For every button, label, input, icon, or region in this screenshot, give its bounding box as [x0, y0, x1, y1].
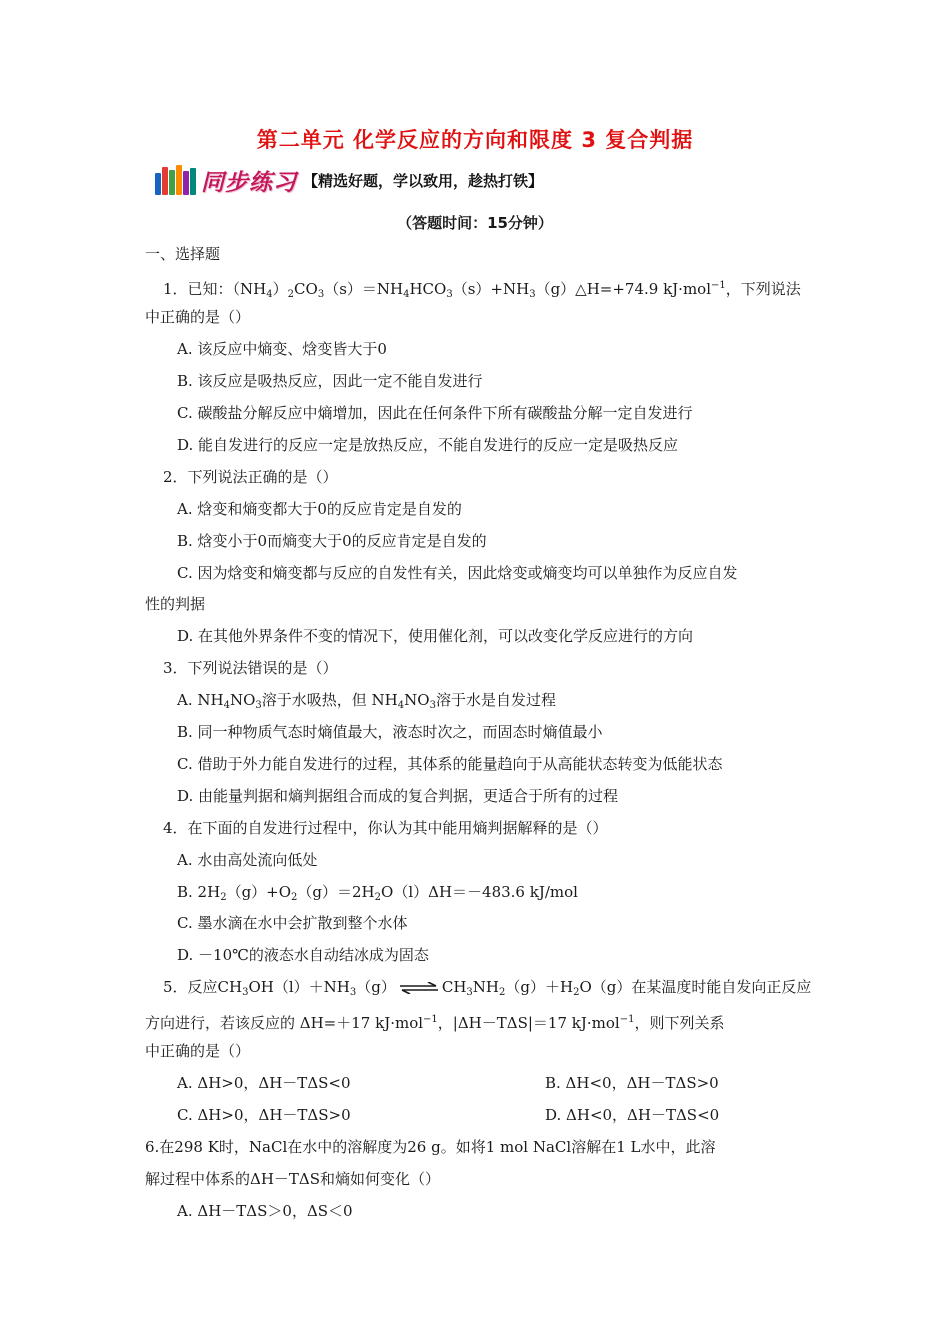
question-1-stem: 1．已知：$(NH_4)_2CO_3(s)=NH_4HCO_3(s)+NH_3(g)\triangle H=+74.9$ kJ·mol$^{-1}$，下列说法: [163, 280, 801, 300]
question-6-stem-cont: 解过程中体系的ΔH－TΔS和熵如何变化（）: [145, 1170, 441, 1188]
question-2-option-c: C. 因为焓变和熵变都与反应的自发性有关，因此焓变或熵变均可以单独作为反应自发: [177, 564, 738, 582]
time-info: （答题时间：15分钟）: [397, 214, 553, 232]
question-1-option-b: B. 该反应是吸热反应，因此一定不能自发进行: [177, 372, 483, 390]
question-2-stem: 2．下列说法正确的是（）: [163, 468, 338, 486]
books-icon: [155, 165, 197, 195]
question-2-option-a: A. 焓变和熵变都大于0的反应肯定是自发的: [177, 500, 462, 518]
question-3-option-a: A. $NH_4NO_3$溶于水吸热，但 $NH_4NO_3$溶于水是自发过程: [177, 691, 556, 711]
question-3-stem: 3．下列说法错误的是（）: [163, 659, 338, 677]
section-heading: 一、选择题: [145, 245, 221, 263]
question-5-stem-line-3: 中正确的是（）: [145, 1042, 251, 1060]
question-2-option-c-cont: 性的判据: [145, 595, 206, 613]
page-title: 第二单元 化学反应的方向和限度 3 复合判据: [256, 128, 694, 152]
reversible-arrow-icon: [398, 982, 440, 994]
banner-tagline: 【精选好题，学以致用，趁热打铁】: [303, 171, 544, 190]
question-4-option-d: D. －10℃的液态水自动结冰成为固态: [177, 946, 429, 964]
question-5-option-c: C. ΔH>0，ΔH－TΔS>0: [177, 1106, 351, 1124]
question-1-option-a: A. 该反应中熵变、焓变皆大于0: [177, 340, 387, 358]
question-3-option-c: C. 借助于外力能自发进行的过程，其体系的能量趋向于从高能状态转变为低能状态: [177, 755, 723, 773]
question-5-option-a: A. ΔH>0，ΔH－TΔS<0: [177, 1074, 351, 1092]
question-5-option-d: D. ΔH<0，ΔH－TΔS<0: [545, 1106, 720, 1124]
question-1-option-c: C. 碳酸盐分解反应中熵增加，因此在任何条件下所有碳酸盐分解一定自发进行: [177, 404, 693, 422]
question-3-option-b: B. 同一种物质气态时熵值最大，液态时次之，而固态时熵值最小: [177, 723, 603, 741]
question-2-option-b: B. 焓变小于0而熵变大于0的反应肯定是自发的: [177, 532, 487, 550]
question-5-stem: 5．反应$CH_3OH(l)+NH_3(g)$ $CH_3NH_2(g)+H_2O(g)$在某温度时能自发向正反应: [163, 978, 812, 998]
question-3-option-d: D. 由能量判据和熵判据组合而成的复合判据，更适合于所有的过程: [177, 787, 619, 805]
question-5-stem-line-2: 方向进行，若该反应的 ΔH=＋17 kJ·mol$^{-1}$，|ΔH－TΔS|＝17 kJ·mol$^{-1}$，则下列关系: [145, 1014, 725, 1032]
question-2-option-d: D. 在其他外界条件不变的情况下，使用催化剂，可以改变化学反应进行的方向: [177, 627, 694, 645]
question-6-stem: 6.在298 K时，NaCl在水中的溶解度为26 g。如将1 mol NaCl溶解在1 L水中，此溶: [145, 1138, 716, 1156]
practice-banner: [155, 162, 543, 198]
question-1-stem-cont: 中正确的是（）: [145, 308, 251, 326]
question-1-option-d: D. 能自发进行的反应一定是放热反应，不能自发进行的反应一定是吸热反应: [177, 436, 679, 454]
question-4-stem: 4．在下面的自发进行过程中，你认为其中能用熵判据解释的是（）: [163, 819, 608, 837]
question-4-option-b: B. $2H_2(g)+O_2(g)=2H_2O(l)\Delta H=-483.6$ kJ/mol: [177, 883, 578, 903]
question-5-option-b: B. ΔH<0，ΔH－TΔS>0: [545, 1074, 719, 1092]
banner-label: 同步练习: [201, 169, 297, 196]
question-4-option-c: C. 墨水滴在水中会扩散到整个水体: [177, 914, 408, 932]
question-4-option-a: A. 水由高处流向低处: [177, 851, 318, 869]
question-6-option-a: A. ΔH－TΔS＞0，ΔS＜0: [177, 1202, 353, 1220]
